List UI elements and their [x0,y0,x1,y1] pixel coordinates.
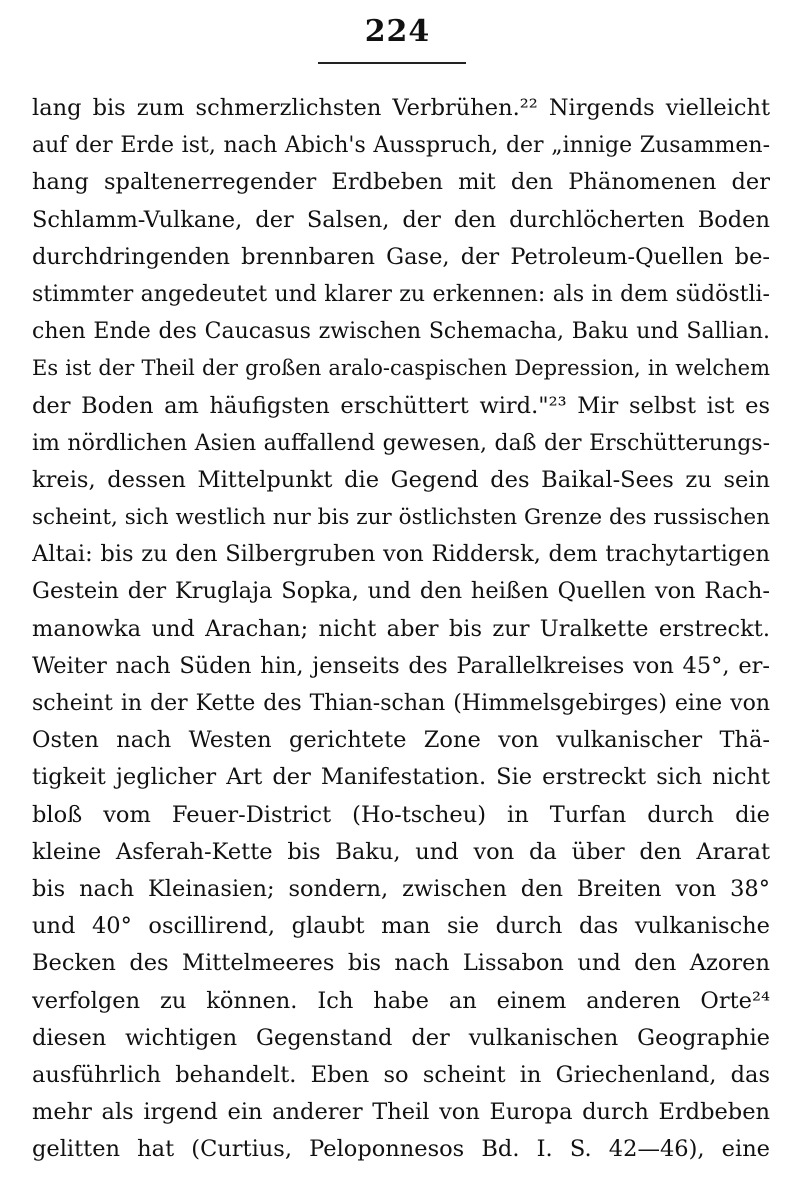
text-line: gelitten hat (Curtius, Peloponnesos Bd. I. S. 42—46), eine [32,1136,770,1163]
text-line: tigkeit jeglicher Art der Manifestation. Sie erstreckt sich nicht [32,764,770,791]
text-line: auf der Erde ist, nach Abich's Ausspruch, der „innige Zusammen- [32,133,770,159]
body-text [32,90,770,1168]
text-line: kreis, dessen Mittelpunkt die Gegend des Baikal-Sees zu sein [32,466,770,493]
text-line: scheint in der Kette des Thian-schan (Himmelsgebirges) eine von [32,691,770,716]
text-line: Schlamm-Vulkane, der Salsen, der den durchlöcherten Boden [32,206,770,233]
page-number: 224 [364,14,431,49]
text-line: Weiter nach Süden hin, jenseits des Parallelkreises von 45°, er- [32,652,770,679]
text-line: chen Ende des Caucasus zwischen Schemacha, Baku und Sallian. [32,319,770,345]
text-line: verfolgen zu können. Ich habe an einem anderen Orte²⁴ [32,987,770,1014]
text-line: bloß vom Feuer-District (Ho-tscheu) in Turfan durch die [32,801,770,828]
text-line: lang bis zum schmerzlichsten Verbrühen.²² Nirgends vielleicht [32,95,770,121]
text-line: durchdringenden brennbaren Gase, der Petroleum-Quellen be- [32,243,770,270]
text-line: Es ist der Theil der großen aralo-caspischen Depression, in welchem [32,356,770,381]
text-line: manowka und Arachan; nicht aber bis zur Uralkette erstreckt. [32,615,770,642]
text-line: Becken des Mittelmeeres bis nach Lissabon und den Azoren [32,950,770,977]
text-line: scheint, sich westlich nur bis zur östlichsten Grenze des russischen [32,505,770,531]
text-line: diesen wichtigen Gegenstand der vulkanischen Geographie [32,1024,770,1051]
text-line: stimmter angedeutet und klarer zu erkennen: als in dem südöstli- [32,281,770,307]
text-line: und 40° oscillirend, glaubt man sie durch das vulkanische [32,913,770,940]
text-line: kleine Asferah-Kette bis Baku, und von da über den Ararat [32,838,770,865]
text-line: im nördlichen Asien auffallend gewesen, daß der Erschütterungs- [32,430,770,456]
text-line: ausführlich behandelt. Eben so scheint in Griechenland, das [32,1061,770,1088]
text-line: Gestein der Kruglaja Sopka, und den heißen Quellen von Rach- [32,578,770,605]
text-line: der Boden am häufigsten erschüttert wird."²³ Mir selbst ist es [32,392,770,419]
text-line: Osten nach Westen gerichtete Zone von vulkanischer Thä- [32,727,770,754]
text-line: mehr als irgend ein anderer Theil von Europa durch Erdbeben [32,1099,770,1126]
text-line: bis nach Kleinasien; sondern, zwischen den Breiten von 38° [32,875,770,902]
text-line: Altai: bis zu den Silbergruben von Riddersk, dem trachytartigen [32,541,770,568]
text-line: hang spaltenerregender Erdbeben mit den Phänomenen der [32,169,770,196]
header-rule [318,62,466,64]
